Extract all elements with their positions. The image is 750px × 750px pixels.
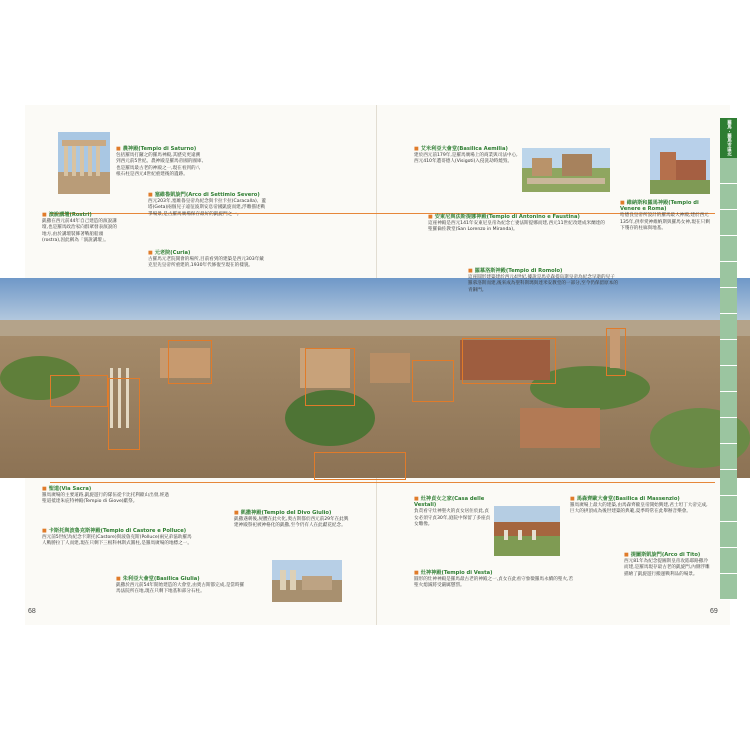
annotation-body: 凱撒在西元前44年自己建造的演說講壇,也是羅馬政治家向群眾發表演說的地方,由於講壇裝飾著戰船船頭(rostra),因此稱為「演說講壇」。 bbox=[42, 219, 117, 243]
saturno-photo bbox=[58, 132, 110, 194]
annotation-vesta bbox=[414, 570, 574, 590]
page-number-right: 69 bbox=[710, 608, 718, 615]
annotation-title: ■ 凱撒神殿(Tempio del Divo Giulio) bbox=[234, 510, 352, 516]
chapter-tab[interactable] bbox=[720, 548, 737, 574]
annotation-title: ■ 朱利亞大會堂(Basilica Giulia) bbox=[116, 576, 246, 582]
annotation-sacra bbox=[42, 486, 172, 506]
annotation-castore bbox=[42, 528, 192, 548]
chapter-tab[interactable] bbox=[720, 522, 737, 548]
annotation-body: 羅馬廣場上最大的建築,由馬森齊歐皇帝開始興建,君士坦丁大帝完成,巨大的拱頂成為後世建築的典範,夏季時常在此舉辦音樂會。 bbox=[570, 503, 708, 515]
annotation-body: 古羅馬元老院開會的場所,目前看到的建築是西元303年戴克里先皇帝所重建的,1930年代修復至現在的樣貌。 bbox=[148, 257, 264, 269]
annotation-title: ■ 安東尼與法斯提娜神殿(Tempio di Antonino e Faustina) bbox=[428, 214, 608, 220]
annotation-title: ■ 提圖斯凱旋門(Arco di Tito) bbox=[624, 552, 710, 558]
annotation-body: 西元前5世紀為紀念卡斯托(Castore)與波魯克斯(Polluce)兩兄弟協助羅馬人戰勝拉丁人而建,現在只剩下三根科林斯式圓柱,是羅馬廣場的地標之一。 bbox=[42, 535, 192, 547]
chapter-tab[interactable] bbox=[720, 574, 737, 600]
annotation-vestali bbox=[414, 496, 492, 528]
annotation-title: ■ 塞維魯凱旋門(Arco di Settimio Severo) bbox=[148, 192, 268, 198]
annotation-giulia bbox=[116, 576, 246, 596]
annotation-title: ■ 元老院(Curia) bbox=[148, 250, 266, 256]
chapter-tab[interactable] bbox=[720, 210, 737, 236]
chapter-tab[interactable] bbox=[720, 288, 737, 314]
highlight-box-romolo bbox=[412, 360, 454, 402]
annotation-body: 西元81年為紀念提圖斯皇帝攻陷耶路撒冷而建,是羅馬現存最古老的凱旋門,內側浮雕描繪了凱旋遊行搬運戰利品的場景。 bbox=[624, 559, 710, 577]
highlight-box-tito bbox=[606, 328, 626, 376]
connector-line-bottom bbox=[50, 482, 715, 483]
chapter-tab[interactable] bbox=[720, 340, 737, 366]
highlight-box-curia bbox=[168, 340, 212, 384]
annotation-title: ■ 灶神神殿(Tempio di Vesta) bbox=[414, 570, 574, 576]
chapter-tab[interactable] bbox=[720, 158, 737, 184]
highlight-box-antonino bbox=[305, 348, 355, 406]
chapter-tab[interactable] bbox=[720, 366, 737, 392]
annotation-title: ■ 農神殿(Tempio di Saturno) bbox=[116, 146, 204, 152]
page-number-left: 68 bbox=[28, 608, 36, 615]
annotation-body: 羅馬廣場的主要道路,凱旋遊行的隊伍從卡比托利歐山出發,經過聖道抵達朱庇特神殿(Tempio di Giove)獻祭。 bbox=[42, 493, 169, 505]
annotation-body: 圓形的灶神神殿是羅馬最古老的神殿之一,貞女在此看守象徵羅馬永續的聖火,若聖火熄滅將受嚴厲懲罰。 bbox=[414, 577, 574, 589]
chapter-tab[interactable] bbox=[720, 392, 737, 418]
annotation-body: 哈德良皇帝所設計的羅馬最大神殿,建於西元135年,供奉愛神維納斯與羅馬女神,現在只剩下殘存的柱廊與地基。 bbox=[620, 213, 710, 231]
highlight-box-massenzio bbox=[462, 338, 556, 384]
annotation-title: ■ 灶神貞女之家(Casa delle Vestali) bbox=[414, 496, 492, 508]
divo-photo bbox=[272, 560, 342, 602]
annotation-venere bbox=[620, 200, 712, 232]
annotation-title: ■ 馬森齊歐大會堂(Basilica di Massenzio) bbox=[570, 496, 708, 502]
annotation-tito bbox=[624, 552, 710, 578]
annotation-divo bbox=[234, 510, 352, 530]
annotation-title: ■ 羅慕洛斯神殿(Tempio di Romolo) bbox=[468, 268, 618, 274]
chapter-tab-active[interactable] bbox=[720, 118, 737, 159]
chapter-tab[interactable] bbox=[720, 236, 737, 262]
chapter-tab[interactable] bbox=[720, 262, 737, 288]
annotation-curia bbox=[148, 250, 266, 270]
chapter-tab-bar bbox=[720, 118, 737, 638]
aemilia-photo bbox=[522, 148, 610, 192]
annotation-body: 包括羅馬打鑼之的羅馬神殿,其歷史更遠溯到西元前5世紀。農神殿是羅馬帝國的國庫,也是羅馬最古老的神殿之一,現在看到的八根石柱是西元4世紀重建後的遺跡。 bbox=[116, 153, 204, 177]
annotation-rostri bbox=[42, 212, 120, 244]
highlight-box-rostri bbox=[50, 375, 108, 407]
annotation-title: ■ 演說講壇(Rostri) bbox=[42, 212, 120, 218]
annotation-body: 西元203年,塞維魯皇帝為紀念與卡拉卡拉(Caracalla)、蓋塔(Geta)兩個兒子遠征波斯安息帝國凱旋而建,浮雕描述戰爭場景,是古羅馬廣場保存最好的凱旋門之一。 bbox=[148, 199, 266, 217]
annotation-body: 凱撒於西元前54年開始建造的大會堂,由奧古斯都完成,是當時羅馬法院所在地,現在只剩下地基和部分石柱。 bbox=[116, 583, 245, 595]
chapter-tab[interactable] bbox=[720, 444, 737, 470]
annotation-title: ■ 艾米利亞大會堂(Basilica Aemilia) bbox=[414, 146, 518, 152]
annotation-settimio bbox=[148, 192, 268, 218]
annotation-body: 這座圓形建築建於西元4世紀,據說是馬克森提烏斯皇帝為紀念早逝的兒子羅慕洛斯而建,後來成為聖科斯瑪與達米安教堂的一部分,至今仍保留原本的青銅門。 bbox=[468, 275, 618, 293]
annotation-body: 建於西元前179年,是羅馬廣場上的商業與司法中心,西元410年遭哥德人(Visigoti)入侵洗劫時燒毀。 bbox=[414, 153, 518, 165]
annotation-body: 凱撒遇刺後,屍體在此火化,奧古斯都於西元前29年在此興建神殿祭祀被神格化的凱撒,至今仍有人在此獻花紀念。 bbox=[234, 517, 349, 529]
vestali-photo bbox=[494, 506, 560, 556]
chapter-tab[interactable] bbox=[720, 470, 737, 496]
annotation-title: ■ 卡斯托與波魯克斯神殿(Tempio di Castore e Polluce) bbox=[42, 528, 192, 534]
annotation-saturno bbox=[116, 146, 204, 178]
chapter-tab-label: 羅馬・羅馬市區北 bbox=[726, 120, 732, 156]
annotation-aemilia bbox=[414, 146, 518, 166]
annotation-body: 這座神殿是西元141年安東尼皇帝為紀念亡妻法斯提娜而建,西元11世紀改建成米蘭達的聖羅倫佐教堂(San Lorenzo in Miranda)。 bbox=[428, 221, 605, 233]
annotation-body: 負責看守灶神聖火的貞女居住於此,貞女必須守貞30年,庭院中保留了多座貞女雕像。 bbox=[414, 509, 491, 527]
annotation-massenzio bbox=[570, 496, 708, 516]
chapter-tab[interactable] bbox=[720, 314, 737, 340]
annotation-title: ■ 聖道(Via Sacra) bbox=[42, 486, 172, 492]
chapter-tab[interactable] bbox=[720, 496, 737, 522]
highlight-box-vesta bbox=[314, 452, 406, 480]
chapter-tab[interactable] bbox=[720, 418, 737, 444]
annotation-romolo bbox=[468, 268, 618, 294]
annotation-title: ■ 維納斯和羅馬神殿(Tempio di Venere e Roma) bbox=[620, 200, 712, 212]
highlight-box-saturno bbox=[108, 378, 140, 450]
chapter-tab[interactable] bbox=[720, 184, 737, 210]
venere-photo bbox=[650, 138, 710, 194]
annotation-antonino bbox=[428, 214, 608, 234]
